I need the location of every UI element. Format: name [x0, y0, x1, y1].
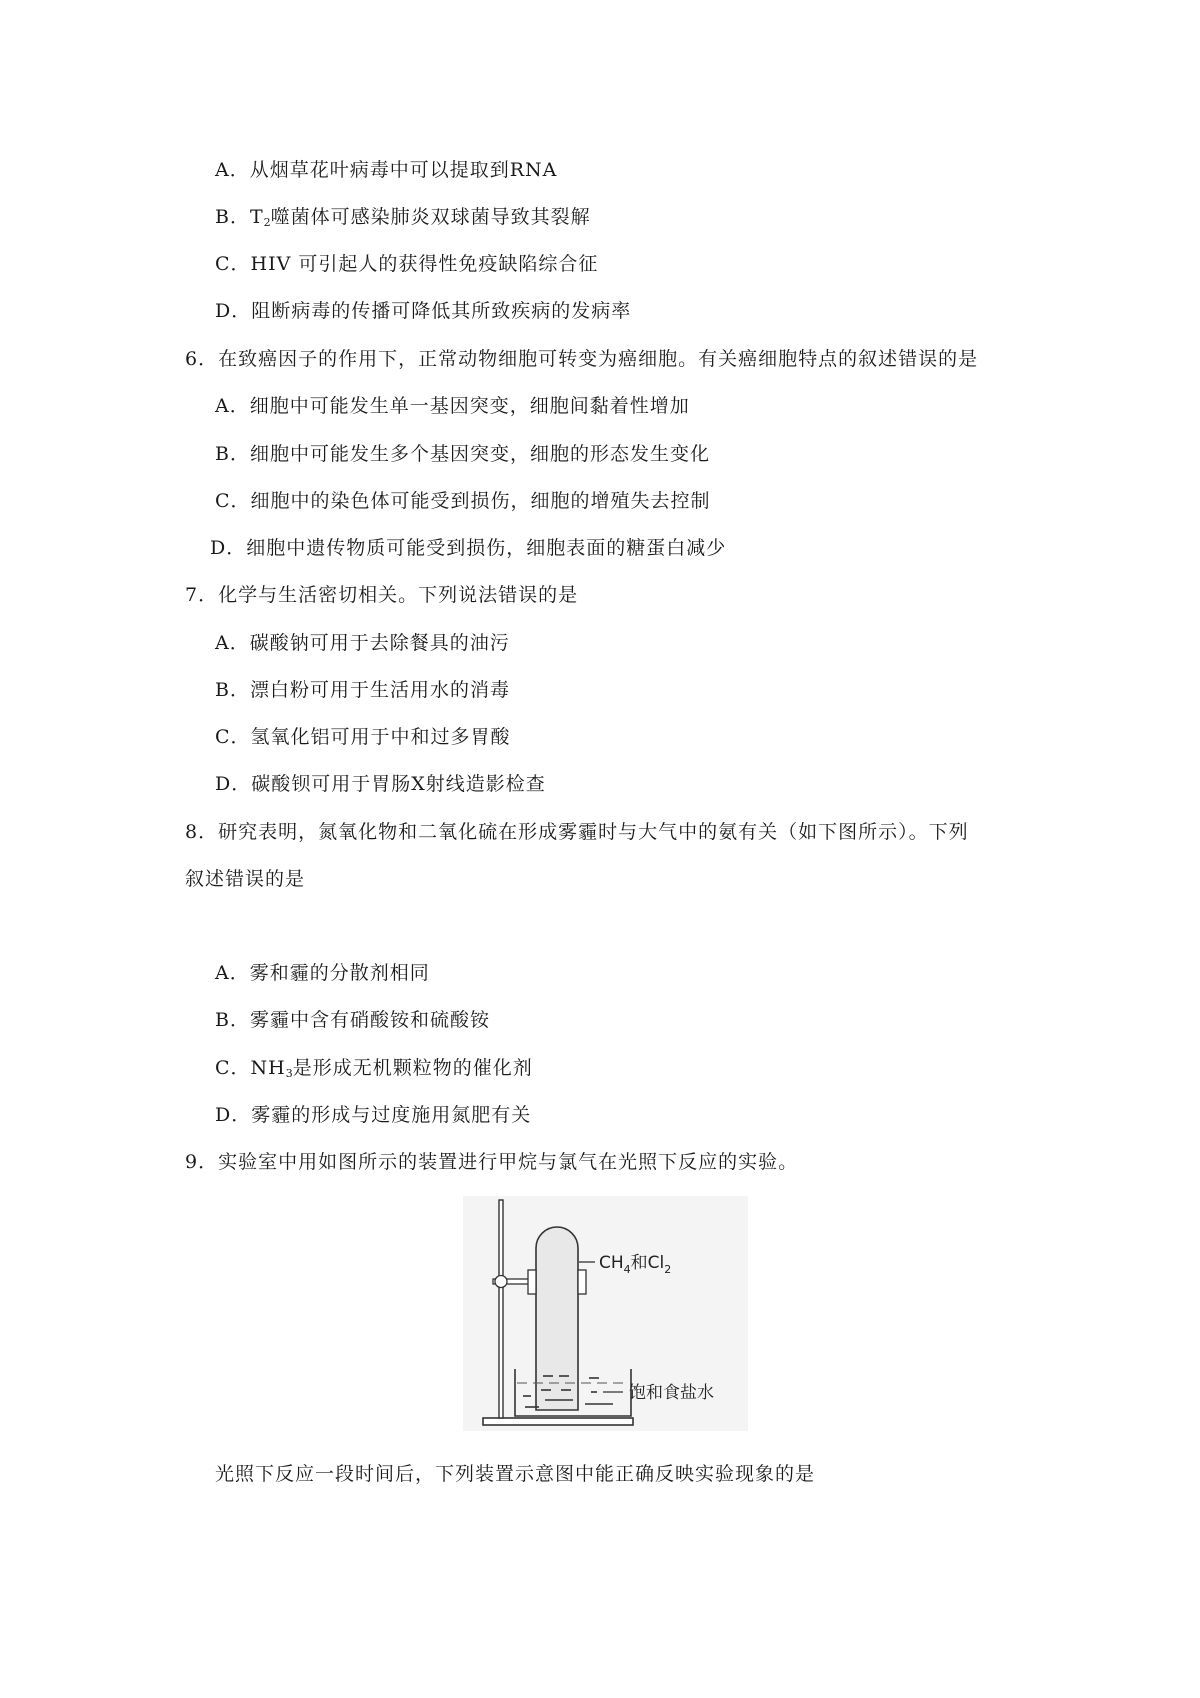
q8-stem-line1: 8．研究表明，氮氧化物和二氧化硫在形成雾霾时与大气中的氨有关（如下图所示）。下列 — [185, 821, 969, 843]
q7-option-a: A．碳酸钠可用于去除餐具的油污 — [215, 632, 510, 654]
stand-rod — [499, 1200, 503, 1418]
q7-stem: 7．化学与生活密切相关。下列说法错误的是 — [185, 584, 579, 606]
apparatus-figure — [463, 1196, 748, 1431]
clamp-boss — [495, 1276, 507, 1288]
q6-option-c: C．细胞中的染色体可能受到损伤，细胞的增殖失去控制 — [215, 490, 711, 512]
q5-option-b-rest: 噬菌体可感染肺炎双球菌导致其裂解 — [270, 206, 591, 228]
q5-option-a: A．从烟草花叶病毒中可以提取到RNA — [215, 159, 558, 181]
q8-option-c — [215, 1056, 533, 1086]
q6-option-b: B．细胞中可能发生多个基因突变，细胞的形态发生变化 — [215, 443, 710, 465]
q8-option-b: B．雾霾中含有硝酸铵和硫酸铵 — [215, 1009, 490, 1031]
liquid-label: 饱和食盐水 — [629, 1383, 714, 1403]
q5-option-b-subscript: 2 — [263, 216, 271, 229]
gas-label: $CH_4$和$Cl_2$ — [599, 1253, 672, 1276]
q7-option-d: D．碳酸钡可用于胃肠X射线造影检查 — [215, 773, 546, 795]
stand-base — [483, 1418, 633, 1425]
clamp-jaw-right — [578, 1270, 586, 1294]
q8-stem-line2: 叙述错误的是 — [185, 868, 306, 890]
q8-option-d: D．雾霾的形成与过度施用氮肥有关 — [215, 1104, 532, 1126]
clamp-jaw-left — [528, 1270, 536, 1294]
q5-option-c: C．HIV 可引起人的获得性免疫缺陷综合征 — [215, 253, 599, 275]
q5-option-b-prefix: B．T — [215, 206, 264, 228]
q5-option-d: D．阻断病毒的传播可降低其所致疾病的发病率 — [215, 300, 632, 322]
q5-option-b — [215, 205, 591, 235]
q8-option-c-prefix: C．NH — [215, 1057, 286, 1079]
q8-option-a: A．雾和霾的分散剂相同 — [215, 962, 430, 984]
q9-after-figure: 光照下反应一段时间后，下列装置示意图中能正确反映实验现象的是 — [215, 1463, 816, 1485]
q8-option-c-rest: 是形成无机颗粒物的催化剂 — [292, 1057, 533, 1079]
q6-option-d: D．细胞中遗传物质可能受到损伤，细胞表面的糖蛋白减少 — [210, 537, 727, 559]
q8-option-c-subscript: 3 — [285, 1067, 293, 1080]
q7-option-c: C．氢氧化铝可用于中和过多胃酸 — [215, 726, 511, 748]
q9-stem: 9．实验室中用如图所示的装置进行甲烷与氯气在光照下反应的实验。 — [185, 1151, 799, 1173]
q7-option-b: B．漂白粉可用于生活用水的消毒 — [215, 679, 510, 701]
q6-option-a: A．细胞中可能发生单一基因突变，细胞间黏着性增加 — [215, 395, 690, 417]
q6-stem: 6．在致癌因子的作用下，正常动物细胞可转变为癌细胞。有关癌细胞特点的叙述错误的是 — [185, 348, 979, 370]
